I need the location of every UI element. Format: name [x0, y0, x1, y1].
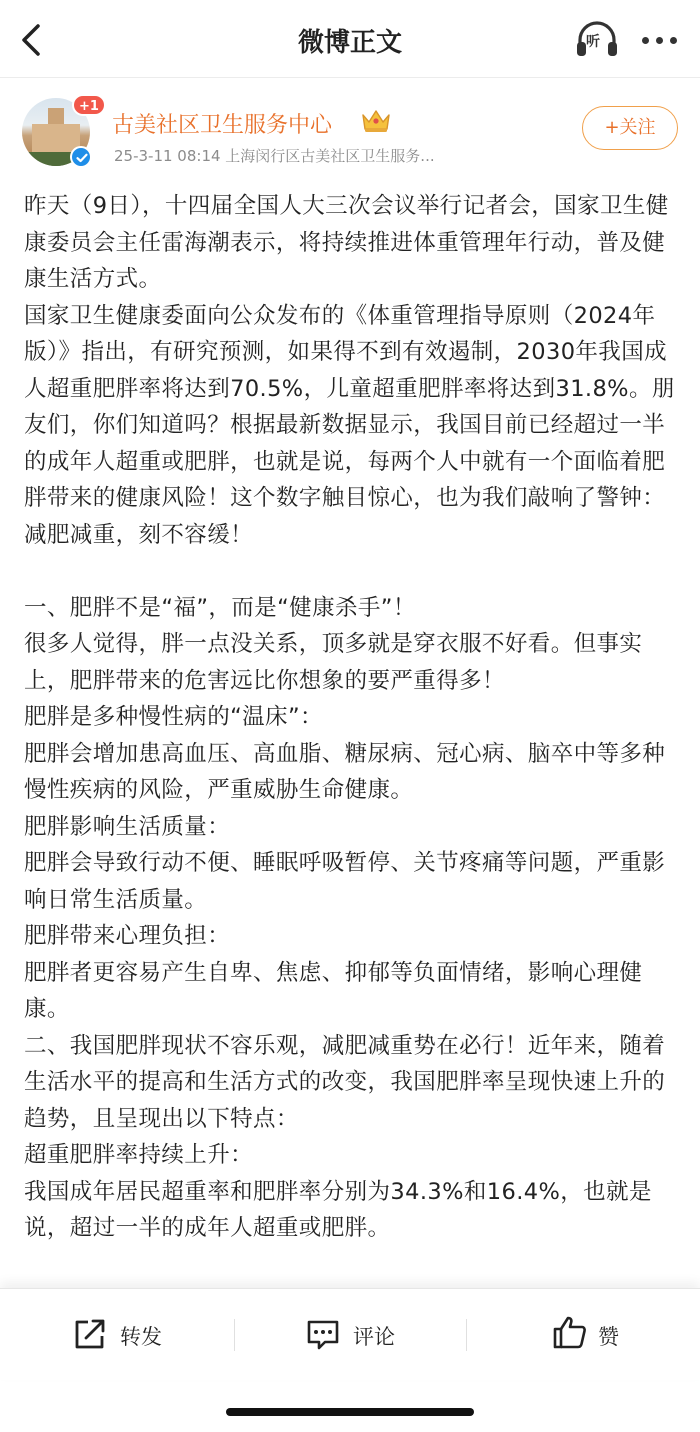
thumbs-up-icon	[552, 1315, 588, 1349]
more-icon[interactable]	[638, 20, 682, 60]
comment-button[interactable]	[305, 1317, 415, 1351]
paragraph: 肥胖会增加患高血压、高血脂、糖尿病、冠心病、脑卒中等多种慢性疾病的风险，严重威胁生命健康。	[24, 740, 666, 803]
section-heading: 二、我国肥胖现状不容乐观，减肥减重势在必行！近年来，随着生活水平的提高和生活方式的改变，我国肥胖率呈现快速上升的趋势，且呈现出以下特点：	[24, 1032, 666, 1132]
like-button[interactable]	[552, 1317, 632, 1351]
paragraph: 很多人觉得，胖一点没关系，顶多就是穿衣服不好看。但事实上，肥胖带来的危害远比你想象的要严重得多！	[24, 631, 643, 694]
listen-button[interactable]	[574, 18, 620, 60]
follow-button[interactable]: +关注	[582, 106, 678, 150]
paragraph: 肥胖会导致行动不便、睡眠呼吸暂停、关节疼痛等问题，严重影响日常生活质量。	[24, 850, 666, 913]
listen-label: 听	[586, 34, 600, 50]
verified-icon	[70, 146, 92, 168]
paragraph: 我国成年居民超重率和肥胖率分别为34.3%和16.4%，也就是说，超过一半的成年人超重或肥胖。	[24, 1178, 652, 1241]
subheading: 肥胖是多种慢性病的“温床”：	[24, 704, 323, 730]
home-indicator	[226, 1408, 474, 1416]
article-body	[24, 188, 680, 1288]
page-title: 微博正文	[297, 28, 402, 58]
repost-button[interactable]	[72, 1317, 182, 1351]
paragraph: 国家卫生健康委面向公众发布的《体重管理指导原则（2024年版）》指出，有研究预测，如果得不到有效遏制，2030年我国成人超重肥胖率将达到70.5%，儿童超重肥胖率将达到31.8%。朋友们，你们知道吗？根据最新数据显示，我国目前已经超过一半的成年人超重或肥胖，也就是说，每两个人中就有一个面临着肥胖带来的健康风险！这个数字触目惊心，也为我们敲响了警钟：减肥减重，刻不容缓！	[24, 302, 675, 548]
paragraph: 肥胖者更容易产生自卑、焦虑、抑郁等负面情绪，影响心理健康。	[24, 959, 643, 1022]
nav-bar	[0, 0, 700, 78]
author-header	[0, 78, 700, 188]
paragraph: 昨天（9日），十四届全国人大三次会议举行记者会，国家卫生健康委员会主任雷海潮表示，将持续推进体重管理年行动，普及健康生活方式。	[24, 193, 669, 292]
divider	[234, 1319, 235, 1351]
notification-badge: +1	[72, 94, 106, 116]
like-label: 赞	[598, 1325, 619, 1349]
post-meta: 25-3-11 08:14 上海闵行区古美社区卫生服务...	[114, 147, 435, 165]
subheading: 超重肥胖率持续上升：	[24, 1142, 254, 1168]
divider	[466, 1319, 467, 1351]
author-name[interactable]: 古美社区卫生服务中心	[112, 113, 333, 138]
comment-icon	[305, 1317, 341, 1351]
section-heading: 一、肥胖不是“福”，而是“健康杀手”！	[24, 594, 416, 621]
share-icon	[72, 1317, 108, 1351]
repost-label: 转发	[120, 1325, 162, 1349]
blank-line	[24, 553, 680, 590]
subheading: 肥胖带来心理负担：	[24, 923, 231, 949]
action-bar	[0, 1288, 700, 1380]
comment-label: 评论	[353, 1325, 395, 1349]
subheading: 肥胖影响生活质量：	[24, 813, 231, 840]
crown-icon	[360, 106, 392, 134]
